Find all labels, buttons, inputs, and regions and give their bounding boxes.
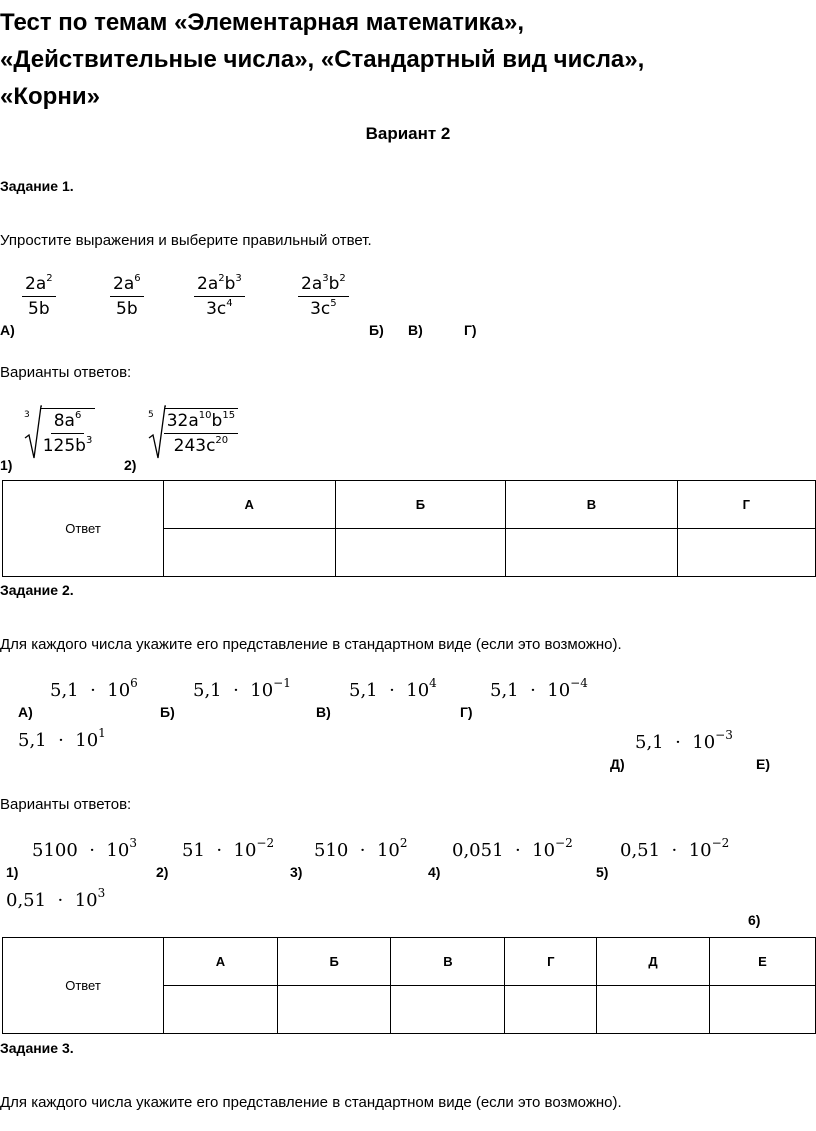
task2-option-3-mantissa: 510 bbox=[314, 840, 349, 861]
task2-answer-table bbox=[2, 937, 816, 1034]
task1-fraction-4-num-b-exp: 2 bbox=[339, 273, 346, 284]
task2-number-3-ten: 10 bbox=[406, 680, 430, 701]
task1-fraction-4-num-a-exp: 3 bbox=[322, 273, 329, 284]
task1-fraction-3-den-base: 3c bbox=[206, 299, 227, 319]
task1-fraction-3-den-exp: 4 bbox=[226, 298, 233, 309]
task2-number-1-times: · bbox=[78, 680, 108, 701]
task1-root-2-fraction-num-b-base: b bbox=[211, 411, 223, 431]
task2-option-5-mantissa: 0,51 bbox=[620, 840, 661, 861]
task2-number-label-4: Г) bbox=[460, 704, 473, 720]
task1-option-label-1: 1) bbox=[0, 457, 13, 473]
task2-number-5-ten: 10 bbox=[75, 730, 99, 751]
task2-number-5-exp: 1 bbox=[98, 726, 106, 740]
task1-option-label-2: 2) bbox=[124, 457, 137, 473]
task2-option-2 bbox=[182, 836, 275, 861]
task1-fraction-4-numerator bbox=[298, 274, 349, 297]
task2-number-label-1: А) bbox=[18, 704, 33, 720]
task2-number-4-times: · bbox=[518, 680, 548, 701]
task2-number-2-ten: 10 bbox=[250, 680, 274, 701]
task2-option-3-times: · bbox=[348, 840, 377, 861]
page-title bbox=[0, 4, 800, 115]
task1-fraction-3-num-b-exp: 3 bbox=[235, 273, 242, 284]
task2-number-4-mantissa: 5,1 bbox=[490, 680, 519, 701]
task1-root-1-fraction-num-a-base: 8a bbox=[53, 411, 75, 431]
task1-fraction-2-numerator bbox=[110, 274, 144, 297]
task2-option-4-exp: −2 bbox=[555, 836, 573, 850]
task2-number-6-mantissa: 5,1 bbox=[635, 732, 664, 753]
title-line-1: Тест по темам «Элементарная математика», bbox=[0, 9, 524, 36]
task1-label-b: Б) bbox=[369, 322, 384, 338]
task1-fraction-2-num-a-exp: 6 bbox=[134, 273, 141, 284]
task2-number-1 bbox=[50, 676, 138, 701]
task1-root-1-fraction bbox=[40, 411, 96, 456]
task2-option-6-exp: 3 bbox=[97, 886, 106, 900]
task2-number-2-exp: −1 bbox=[273, 676, 291, 690]
task2-option-3-ten: 10 bbox=[376, 840, 400, 861]
task2-number-4-exp: −4 bbox=[570, 676, 588, 690]
task1-fraction-3-num-a-base: 2a bbox=[197, 274, 219, 294]
task2-number-label-3: В) bbox=[316, 704, 331, 720]
task1-root-2-fraction-num-b-exp: 15 bbox=[222, 410, 236, 421]
task2-number-5 bbox=[18, 726, 106, 751]
task2-number-label-6: Е) bbox=[756, 756, 770, 772]
task1-answer-cell-3[interactable] bbox=[506, 529, 678, 577]
task2-option-2-times: · bbox=[204, 840, 234, 861]
task2-answer-cell-6[interactable] bbox=[709, 986, 815, 1034]
task2-number-6-times: · bbox=[663, 732, 693, 753]
task1-fraction-4-den-base: 3c bbox=[310, 299, 331, 319]
task1-instruction: Упростите выражения и выберите правильный ответ. bbox=[0, 232, 372, 249]
task2-options-heading: Варианты ответов: bbox=[0, 796, 132, 813]
task1-root-1-fraction-den-base: 125b bbox=[42, 436, 86, 456]
task2-option-label-4: 4) bbox=[428, 864, 441, 880]
task1-answer-cell-4[interactable] bbox=[677, 529, 815, 577]
task2-number-4 bbox=[490, 676, 588, 701]
task2-number-1-ten: 10 bbox=[107, 680, 131, 701]
task1-fraction-3-num-a-exp: 2 bbox=[218, 273, 225, 284]
task1-root-2-radicand bbox=[164, 408, 238, 456]
task2-col-header-2: Б bbox=[277, 938, 390, 986]
task1-answer-cell-1[interactable] bbox=[164, 529, 336, 577]
task1-answer-table bbox=[2, 480, 816, 577]
task2-option-1 bbox=[32, 836, 137, 861]
task2-number-5-times: · bbox=[46, 730, 76, 751]
task2-number-3-exp: 4 bbox=[429, 676, 437, 690]
task1-root-2-fraction-num-a-base: 32a bbox=[166, 411, 199, 431]
task1-label-v: В) bbox=[408, 322, 423, 338]
task1-col-header-2: Б bbox=[335, 481, 506, 529]
task1-fraction-4-denominator bbox=[307, 297, 340, 319]
task1-col-header-4: Г bbox=[677, 481, 815, 529]
task2-number-5-mantissa: 5,1 bbox=[18, 730, 47, 751]
task2-number-3-mantissa: 5,1 bbox=[349, 680, 378, 701]
task2-number-1-mantissa: 5,1 bbox=[50, 680, 79, 701]
task1-root-1-radicand bbox=[40, 408, 96, 456]
task2-option-label-6: 6) bbox=[748, 912, 761, 928]
task1-root-1-fraction-den-exp: 3 bbox=[85, 435, 93, 446]
task2-option-3-exp: 2 bbox=[399, 836, 408, 850]
task1-root-2-fraction-denominator bbox=[171, 434, 232, 456]
task2-number-3-times: · bbox=[377, 680, 407, 701]
task2-option-4 bbox=[452, 836, 573, 861]
task1-root-1 bbox=[24, 404, 95, 460]
title-line-3: «Корни» bbox=[0, 83, 100, 110]
task1-fraction-4-num-b-base: b bbox=[328, 274, 340, 294]
task1-root-2-fraction-numerator bbox=[164, 411, 238, 434]
task2-option-6 bbox=[6, 886, 106, 911]
task1-fraction-1-num-a-base: 2a bbox=[25, 274, 47, 294]
task1-fraction-1-numerator bbox=[22, 274, 56, 297]
task2-number-6 bbox=[635, 728, 733, 753]
task2-table-row-label: Ответ bbox=[3, 938, 164, 1034]
task2-option-label-1: 1) bbox=[6, 864, 19, 880]
task2-option-5-exp: −2 bbox=[711, 836, 730, 850]
task2-heading: Задание 2. bbox=[0, 582, 74, 598]
task1-root-1-fraction-denominator bbox=[40, 434, 96, 456]
task1-label-g: Г) bbox=[464, 322, 477, 338]
task1-root-1-fraction-num-a-exp: 6 bbox=[74, 410, 82, 421]
task2-option-label-5: 5) bbox=[596, 864, 609, 880]
task2-option-5 bbox=[620, 836, 730, 861]
task1-root-2-fraction bbox=[164, 411, 238, 456]
task1-root-2-fraction-den-base: 243c bbox=[173, 436, 216, 456]
task2-number-label-5: Д) bbox=[610, 756, 625, 772]
task1-fraction-2 bbox=[110, 274, 144, 319]
task1-root-2-fraction-num-a-exp: 10 bbox=[198, 410, 212, 421]
task1-fraction-2-den-base: 5b bbox=[116, 299, 138, 319]
task1-root-1-index: 3 bbox=[24, 410, 30, 420]
task1-fraction-3-numerator bbox=[194, 274, 245, 297]
task2-answer-cell-5[interactable] bbox=[597, 986, 710, 1034]
task2-col-header-3: В bbox=[391, 938, 505, 986]
task1-fraction-1-denominator bbox=[25, 297, 53, 319]
task2-answer-cell-2[interactable] bbox=[277, 986, 390, 1034]
task1-fraction-3-denominator bbox=[203, 297, 236, 319]
task2-option-4-times: · bbox=[503, 840, 533, 861]
task2-option-5-ten: 10 bbox=[688, 840, 712, 861]
task1-fraction-3-num-b-base: b bbox=[224, 274, 236, 294]
task2-option-6-mantissa: 0,51 bbox=[6, 890, 47, 911]
task1-label-a: А) bbox=[0, 322, 15, 338]
task1-col-header-3: В bbox=[506, 481, 678, 529]
task1-root-2 bbox=[148, 404, 238, 460]
task2-number-2 bbox=[193, 676, 291, 701]
task2-option-label-3: 3) bbox=[290, 864, 303, 880]
task1-answer-cell-2[interactable] bbox=[335, 529, 506, 577]
task2-option-2-ten: 10 bbox=[233, 840, 257, 861]
task1-fraction-1-den-base: 5b bbox=[28, 299, 50, 319]
task2-number-6-ten: 10 bbox=[692, 732, 716, 753]
task2-instruction: Для каждого числа укажите его представление в стандартном виде (если это возможно). bbox=[0, 636, 622, 653]
task1-fraction-4-den-exp: 5 bbox=[330, 298, 337, 309]
task2-number-label-2: Б) bbox=[160, 704, 175, 720]
task1-root-1-fraction-numerator bbox=[51, 411, 85, 434]
variant-heading: Вариант 2 bbox=[365, 124, 451, 143]
task3-heading: Задание 3. bbox=[0, 1040, 74, 1056]
task2-number-3 bbox=[349, 676, 437, 701]
task2-option-1-times: · bbox=[77, 840, 107, 861]
task1-root-2-index: 5 bbox=[148, 410, 154, 420]
task2-option-5-times: · bbox=[660, 840, 689, 861]
task2-option-label-2: 2) bbox=[156, 864, 169, 880]
task1-heading: Задание 1. bbox=[0, 178, 74, 194]
task2-col-header-5: Д bbox=[597, 938, 710, 986]
task2-option-6-times: · bbox=[46, 890, 75, 911]
task2-number-2-times: · bbox=[221, 680, 251, 701]
task1-fraction-3 bbox=[194, 274, 245, 319]
task2-number-2-mantissa: 5,1 bbox=[193, 680, 222, 701]
task2-option-2-exp: −2 bbox=[256, 836, 275, 850]
task2-option-6-ten: 10 bbox=[74, 890, 98, 911]
task2-number-6-exp: −3 bbox=[715, 728, 733, 742]
task1-col-header-1: А bbox=[164, 481, 336, 529]
task2-answer-cell-1[interactable] bbox=[164, 986, 278, 1034]
task1-fraction-2-num-a-base: 2a bbox=[113, 274, 135, 294]
task1-fraction-1-num-a-exp: 2 bbox=[46, 273, 53, 284]
task2-col-header-6: Е bbox=[709, 938, 815, 986]
task2-answer-cell-3[interactable] bbox=[391, 986, 505, 1034]
task2-option-1-ten: 10 bbox=[106, 840, 130, 861]
task2-option-4-mantissa: 0,051 bbox=[452, 840, 504, 861]
task2-col-header-4: Г bbox=[505, 938, 597, 986]
task1-fraction-1 bbox=[22, 274, 56, 319]
task2-answer-cell-4[interactable] bbox=[505, 986, 597, 1034]
task3-instruction: Для каждого числа укажите его представление в стандартном виде (если это возможно). bbox=[0, 1094, 622, 1111]
task2-option-1-mantissa: 5100 bbox=[32, 840, 78, 861]
task1-fraction-2-denominator bbox=[113, 297, 141, 319]
task2-option-4-ten: 10 bbox=[532, 840, 556, 861]
title-line-2: «Действительные числа», «Стандартный вид числа», bbox=[0, 46, 645, 73]
task1-root-2-fraction-den-exp: 20 bbox=[215, 435, 229, 446]
task1-options-heading: Варианты ответов: bbox=[0, 364, 132, 381]
task2-col-header-1: А bbox=[164, 938, 278, 986]
task2-option-3 bbox=[314, 836, 408, 861]
task2-number-4-ten: 10 bbox=[547, 680, 571, 701]
task1-table-row-label: Ответ bbox=[3, 481, 164, 577]
task2-number-1-exp: 6 bbox=[130, 676, 138, 690]
task1-fraction-4-num-a-base: 2a bbox=[301, 274, 323, 294]
task2-option-2-mantissa: 51 bbox=[182, 840, 205, 861]
task1-fraction-4 bbox=[298, 274, 349, 319]
task2-option-1-exp: 3 bbox=[129, 836, 137, 850]
